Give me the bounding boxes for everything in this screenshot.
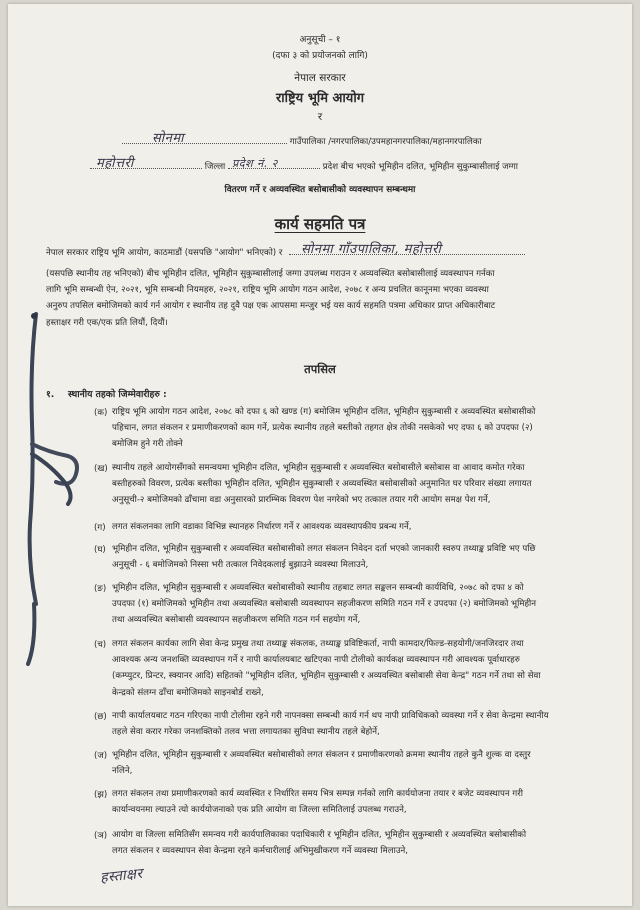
item-mark: (छ)	[94, 712, 107, 722]
item-line: पहिचान, लगत संकलन र प्रमाणीकरणको काम गर्ने, प्रत्येक स्थानीय तहले बस्तीको तहगत क्षेत्र तोकी नसकेको भए दफा ६ को उपदफा (२)	[112, 423, 533, 434]
item-line: केन्द्रको संलग्न ढाँचा बमोजिमको साइनबोर्ड राख्ने,	[112, 687, 264, 698]
annex-label: अनुसूची – १	[299, 35, 341, 45]
item-line: भूमिहीन दलित, भूमिहीन सुकुम्बासी र अव्यवस्थित बसोबासीको लगत संकलन र प्रमाणीकरणको क्रममा स्थानीय तहले कुनै शुल्क वा दस्तुर	[112, 750, 531, 760]
item-mark: (ञ)	[94, 831, 108, 841]
item-mark: (क)	[94, 408, 108, 418]
list-item	[112, 404, 535, 453]
item-line: लगत संकलन र व्यवस्थापन सेवा केन्द्रमा रहने कर्मचारीलाई अभिमुखीकरण गर्ने व्यवस्था मिलाउने,	[112, 846, 409, 857]
item-line: तथा अव्यवस्थित बसोबासी व्यवस्थापन सहजीकरण समिति गठन गर्न सहयोग गर्ने,	[112, 615, 361, 626]
item-line: लगत संकलन तथा प्रमाणीकरणको कार्य व्यवस्थित र निर्धारित समय भित्र सम्पन्न गर्नको लागि कार्ययोजना तयार र बजेट व्यवस्थापन गरी	[112, 789, 523, 799]
item-line: भूमिहीन दलित, भूमिहीन सुकुम्बासी र अव्यवस्थित बसोबासीको लगत संकलन निवेदन दर्ता भएको जानकारी स्वरुप तथ्याङ्क प्रविष्टि भए पछि	[112, 544, 536, 554]
district-handwritten: महोत्तरी	[96, 156, 134, 171]
document-page	[8, 4, 632, 906]
item-line: अनुसूची-२ बमोजिमको ढाँचामा वडा अनुसारको प्रारम्भिक विवरण पेश नगरेको भए तत्काल तयार गरी आयोग समक्ष पेश गर्ने,	[112, 495, 491, 506]
item-line: आवश्यक अन्य जनशक्ति व्यवस्थापन गर्ने र नापी कार्यालयबाट खटिएका नापी टोलीको कार्यकक्ष व्यवस्थापन गरी आवश्यक पूर्वाधारहरु	[112, 655, 520, 666]
item-line: नापी कार्यालयबाट गठन गरिएका नापी टोलीमा रहने गरी नापनक्सा सम्बन्धी कार्य गर्न थप नापी प्राविधिकको व्यवस्था गर्ने र सेवा केन्द्रमा स्थानीय	[112, 711, 549, 721]
item-line: स्थानीय तहले आयोगसँगको समन्वयमा भूमिहीन दलित, भूमिहीन सुकुम्बासी र अव्यवस्थित बसोबासीले बसोबास वा आवाद कमोत गरेका	[112, 463, 525, 473]
palika-blank	[122, 131, 287, 146]
item-line: लगत संकलन कार्यका लागि सेवा केन्द्र प्रमुख तथा तथ्याङ्क संकलक, तथ्याङ्क प्रविष्टिकर्ता, नापी कामदार/फिल्ड-सहयोगी/जनजिरदार तथा	[112, 639, 524, 649]
item-line: आयोग वा जिल्ला समितिसँग समन्वय गरी कार्यपालिकाका पदाधिकारी र भूमिहीन दलित, भूमिहीन सुकुम्बासी र अव्यवस्थित बसोबासीको	[112, 830, 527, 840]
list-item	[112, 541, 535, 573]
item-mark: (ख)	[94, 464, 108, 474]
item-line: राष्ट्रिय भूमि आयोग गठन आदेश, २०७८ को दफा ६ को खण्ड (ग) बमोजिम भूमिहीन दलित, भूमिहीन सुकुम्बासी र अव्यवस्थित बसोबासीको	[112, 407, 536, 417]
item-line: बमोजिम हुने गरी तोक्ने	[112, 439, 183, 450]
annex-purpose: (दफा ३ को प्रयोजनको लागि)	[272, 51, 368, 61]
document-title: कार्य सहमति पत्र	[274, 215, 366, 233]
intro-line: लागि भूमि सम्बन्धी ऐन, २०२१, भूमि सम्बन्धी नियमहरु, २०२१, राष्ट्रिय भूमि आयोग गठन आदेश, २०७८ र अन्य प्रचलित कानूनमा भएका व्यवस्था	[46, 285, 489, 296]
list-item	[112, 519, 412, 535]
item-line: भूमिहीन दलित, भूमिहीन सुकुम्बासी र अव्यवस्थित बसोबासीको स्थानीय तहबाट लगत सङ्कलन सम्बन्धी कार्यविधि, २०७८ को दफा ४ को	[112, 583, 524, 593]
district-line	[90, 156, 519, 173]
item-line: बस्तीहरुको विवरण, प्रत्येक बस्तीका भूमिहीन दलित, भूमिहीन सुकुम्बासी र अव्यवस्थित बसोबासीको अनुमानित घर परिवार संख्या लगायत	[112, 479, 532, 490]
subject-line: वितरण गर्ने र अव्यवस्थित बसोबासीको व्यवस्थापन सम्बन्धमा	[224, 185, 416, 195]
item-line: कार्यान्वयनमा ल्याउने त्यो कार्ययोजनाको एक प्रति आयोग वा जिल्ला समितिलाई उपलब्ध गराउने,	[112, 805, 407, 816]
item-line: (कम्प्युटर, प्रिन्टर, स्क्यानर आदि) सहितको "भूमिहीन दलित, भूमिहीन सुकुम्बासी र अव्यवस्थित बसोबासी सेवा केन्द्र" गठन गर्ने तथा सो सेवा	[112, 671, 541, 682]
item-mark: (ग)	[94, 523, 106, 533]
item-mark: (झ)	[94, 790, 108, 800]
item-line: अनुसूची - ६ बमोजिमको निस्सा भरी तत्काल निवेदकलाई बुझाउने व्यवस्था मिलाउने,	[112, 560, 369, 571]
district-label: जिल्ला	[204, 162, 226, 172]
intro-line: (यसपछि स्थानीय तह भनिएको) बीच भूमिहीन दलित, भूमिहीन सुकुम्बासीलाई जग्गा उपलब्ध गराउन र अव्यवस्थित बसोबासीलाई व्यवस्थापन गर्नका	[46, 269, 495, 279]
list-item	[112, 786, 523, 818]
palika-types: गाउँपालिका /नगरपालिका/उपमहानगरपालिका/महानगरपालिका	[289, 137, 482, 147]
province-blank	[228, 157, 320, 170]
province-handwritten: प्रदेश नं. २	[232, 157, 278, 170]
item-mark: (ज)	[94, 751, 108, 761]
and-connector: र	[317, 111, 323, 123]
parties-handwritten: सोनमा गाँउपालिका, महोत्तरी	[301, 242, 442, 257]
item-line: उपदफा (१) बमोजिमको भूमिहीन तथा अव्यवस्थित बसोबासी व्यवस्थापन सहजीकरण समिति गठन गर्ने र उपदफा (२) बमोजिमको भूमिहीन	[112, 599, 537, 610]
schedule-heading: तपसिल	[304, 362, 336, 376]
district-line-suffix: प्रदेश बीच भएको भूमिहीन दलित, भूमिहीन सुकुम्बासीलाई जग्गा	[322, 162, 519, 172]
govt-name: नेपाल सरकार	[294, 72, 346, 84]
signature: हस्ताक्षर	[99, 865, 144, 887]
palika-handwritten: सोनमा	[152, 131, 185, 146]
item-line: तहले सेवा करार गरेका जनशक्तिको तलव भत्ता लगायतका सुविधा स्थानीय तहले बेहोर्ने,	[112, 727, 380, 738]
list-item	[112, 747, 531, 779]
item-mark: (ङ)	[94, 584, 107, 594]
list-item	[112, 827, 526, 859]
list-item	[112, 708, 549, 740]
parties-blank	[289, 242, 525, 257]
list-item	[112, 580, 536, 629]
intro-first-text: नेपाल सरकार राष्ट्रिय भूमि आयोग, काठमाडौं (यसपछि "आयोग" भनिएको) र	[46, 248, 283, 258]
district-blank	[90, 156, 202, 171]
intro-paragraph	[46, 266, 495, 331]
item-mark: (च)	[94, 640, 107, 650]
intro-line: हस्ताक्षर गरी एक/एक प्रति लियौं, दिय‍ौं।	[46, 317, 168, 328]
intro-line: अनुरुप तपसिल बमोजिमको कार्य गर्न आयोग र स्थानीय तह दुवै पक्ष एक आपसमा मन्जुर भई यस कार्य सहमति पत्रमा अधिकार प्राप्त अधिकारीबाट	[46, 301, 496, 312]
section-number: १.	[46, 389, 55, 400]
item-line: नलिने,	[112, 766, 133, 777]
commission-name: राष्ट्रिय भूमि आयोग	[275, 91, 365, 106]
palika-line	[122, 131, 482, 148]
list-item	[112, 636, 541, 701]
section-heading: स्थानीय तहको जिम्मेवारीहरु :	[68, 389, 167, 400]
intro-first-line	[46, 242, 525, 259]
item-mark: (घ)	[94, 545, 106, 555]
item-line: लगत संकलनका लागि वडाका विभिन्न स्थानहरु निर्धारण गर्ने र आवश्यक व्यवस्थापकीय प्रबन्ध गर्ने,	[112, 522, 412, 532]
list-item	[112, 460, 532, 509]
